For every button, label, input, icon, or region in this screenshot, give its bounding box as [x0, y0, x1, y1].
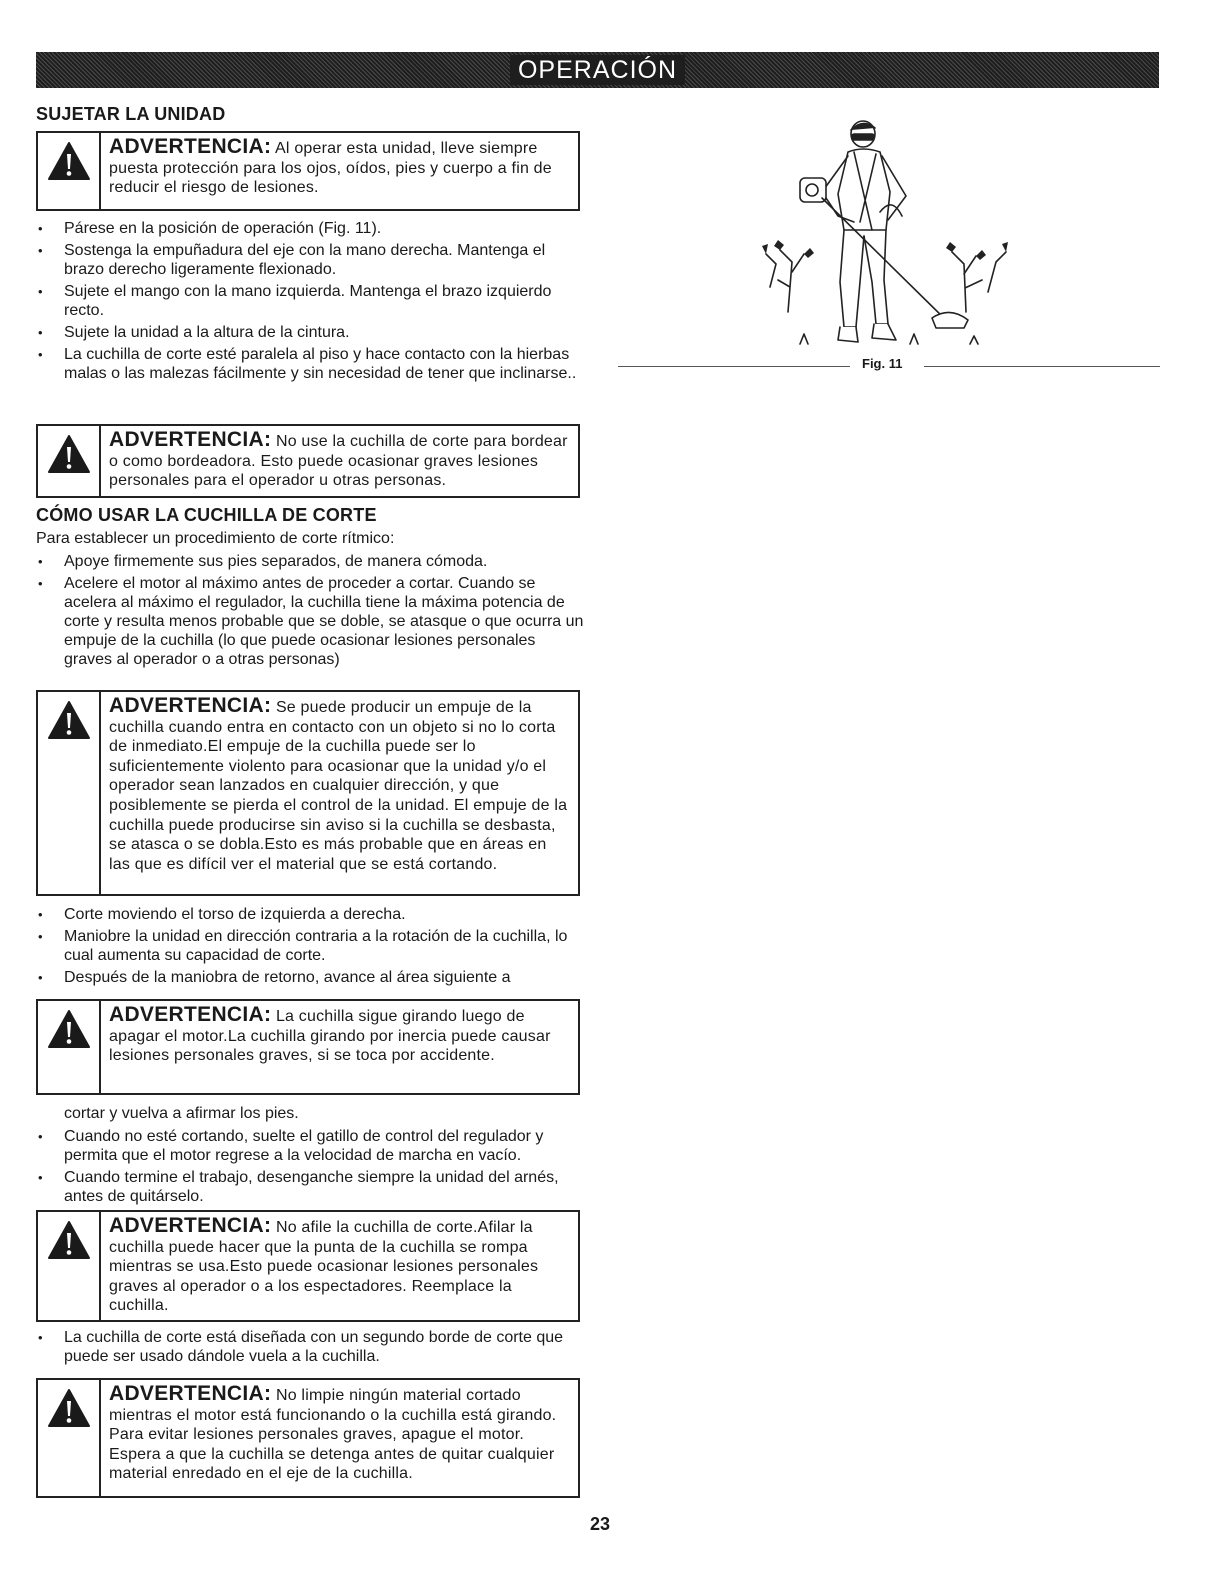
warning-triangle-icon: [38, 426, 101, 496]
warning-triangle-icon: [38, 1380, 101, 1496]
list-item: • Después de la maniobra de retorno, avance al área siguiente a: [36, 968, 584, 987]
section-title-sujetar: SUJETAR LA UNIDAD: [36, 104, 226, 124]
bullet-list-blade-edge: [36, 1328, 584, 1369]
list-item: • Apoye firmemente sus pies separados, de manera cómoda.: [36, 552, 584, 571]
figure-rule-right: [924, 366, 1160, 367]
warning-text: ADVERTENCIA: No afile la cuchilla de corte.Afilar la cuchilla puede hacer que la punta de la cuchilla se rompa mientras se usa.Esto puede ocasionar lesiones personales graves al operador o a los espectadores. Reemplace la cuchilla.: [109, 1214, 539, 1315]
warning-triangle-icon: [38, 1212, 101, 1320]
continuation-text: cortar y vuelva a afirmar los pies.: [64, 1105, 299, 1122]
warning-text: ADVERTENCIA: No limpie ningún material cortado mientras el motor está funcionando o la cuchilla está girando. Para evitar lesiones personales graves, apague el motor. Espera a que la cuchilla se detenga antes de quitar cualquier material enredado en el eje de la cuchilla.: [109, 1382, 557, 1483]
warning-triangle-icon: [38, 692, 101, 894]
list-item: • Cuando no esté cortando, suelte el gatillo de control del regulador y permita que el motor regrese a la velocidad de marcha en vacío.: [36, 1127, 584, 1165]
bullet-list-posture: [36, 219, 584, 386]
warning-triangle-icon: [38, 133, 101, 209]
warning-box: [36, 131, 580, 211]
list-item: • Corte moviendo el torso de izquierda a derecha.: [36, 905, 584, 924]
warning-text: ADVERTENCIA: Al operar esta unidad, lleve siempre puesta protección para los ojos, oídos, pies y cuerpo a fin de reducir el riesgo de lesiones.: [109, 135, 552, 197]
warning-box: [36, 690, 580, 896]
bullet-list-finish: [36, 1127, 584, 1209]
warning-text: ADVERTENCIA: No use la cuchilla de corte para bordear o como bordeadora. Esto puede ocasionar graves lesiones personales para el operador u otras personas.: [109, 428, 568, 490]
warning-text: ADVERTENCIA: La cuchilla sigue girando luego de apagar el motor.La cuchilla girando por inercia puede causar lesiones personales graves, si se toca por accidente.: [109, 1003, 551, 1065]
list-item: • Cuando termine el trabajo, desenganche siempre la unidad del arnés, antes de quitárselo.: [36, 1168, 584, 1206]
section-title-como-usar: CÓMO USAR LA CUCHILLA DE CORTE: [36, 505, 377, 525]
list-item: • Maniobre la unidad en dirección contraria a la rotación de la cuchilla, lo cual aumenta su capacidad de corte.: [36, 927, 584, 965]
bullet-list-procedure: [36, 552, 584, 672]
banner-title: OPERACIÓN: [510, 55, 685, 85]
list-item: • Sostenga la empuñadura del eje con la mano derecha. Mantenga el brazo derecho ligeramente flexionado.: [36, 241, 584, 279]
page-number: 23: [590, 1514, 611, 1534]
section-banner: [36, 52, 1159, 88]
warning-box: [36, 1378, 580, 1498]
list-item: • Acelere el motor al máximo antes de proceder a cortar. Cuando se acelera al máximo el regulador, la cuchilla tiene la máxima potencia de corte y resulta menos probable que se doble, se atasque o que ocurra un empuje de la cuchilla (lo que puede ocasionar lesiones personales graves al operador o a otras personas): [36, 574, 584, 669]
figure-caption: Fig. 11: [862, 356, 903, 371]
warning-triangle-icon: [38, 1001, 101, 1093]
operator-with-trimmer-illustration: [760, 112, 1010, 352]
warning-box: [36, 424, 580, 498]
list-item: • Párese en la posición de operación (Fig. 11).: [36, 219, 584, 238]
warning-box: [36, 1210, 580, 1322]
list-item: • Sujete la unidad a la altura de la cintura.: [36, 323, 584, 342]
list-item: • La cuchilla de corte esté paralela al piso y hace contacto con la hierbas malas o las malezas fácilmente y sin necesidad de tener que inclinarse..: [36, 345, 584, 383]
figure-rule-left: [618, 366, 850, 367]
list-item: • Sujete el mango con la mano izquierda. Mantenga el brazo izquierdo recto.: [36, 282, 584, 320]
list-item: • La cuchilla de corte está diseñada con un segundo borde de corte que puede ser usado dándole vuela a la cuchilla.: [36, 1328, 584, 1366]
warning-box: [36, 999, 580, 1095]
intro-text: Para establecer un procedimiento de corte rítmico:: [36, 530, 395, 547]
warning-text: ADVERTENCIA: Se puede producir un empuje de la cuchilla cuando entra en contacto con un objeto si no lo corta de inmediato.El empuje de la cuchilla puede ser lo suficientemente violento para ocasionar que la unidad y/o el operador sean lanzados en cualquier dirección, y que posiblemente se pierda el control de la unidad. El empuje de la cuchilla puede producirse sin aviso si la cuchilla se desbasta, se atasca o se dobla.Esto es más probable que en áreas en las que es difícil ver el material que se está cortando.: [109, 694, 568, 873]
bullet-list-technique: [36, 905, 584, 990]
